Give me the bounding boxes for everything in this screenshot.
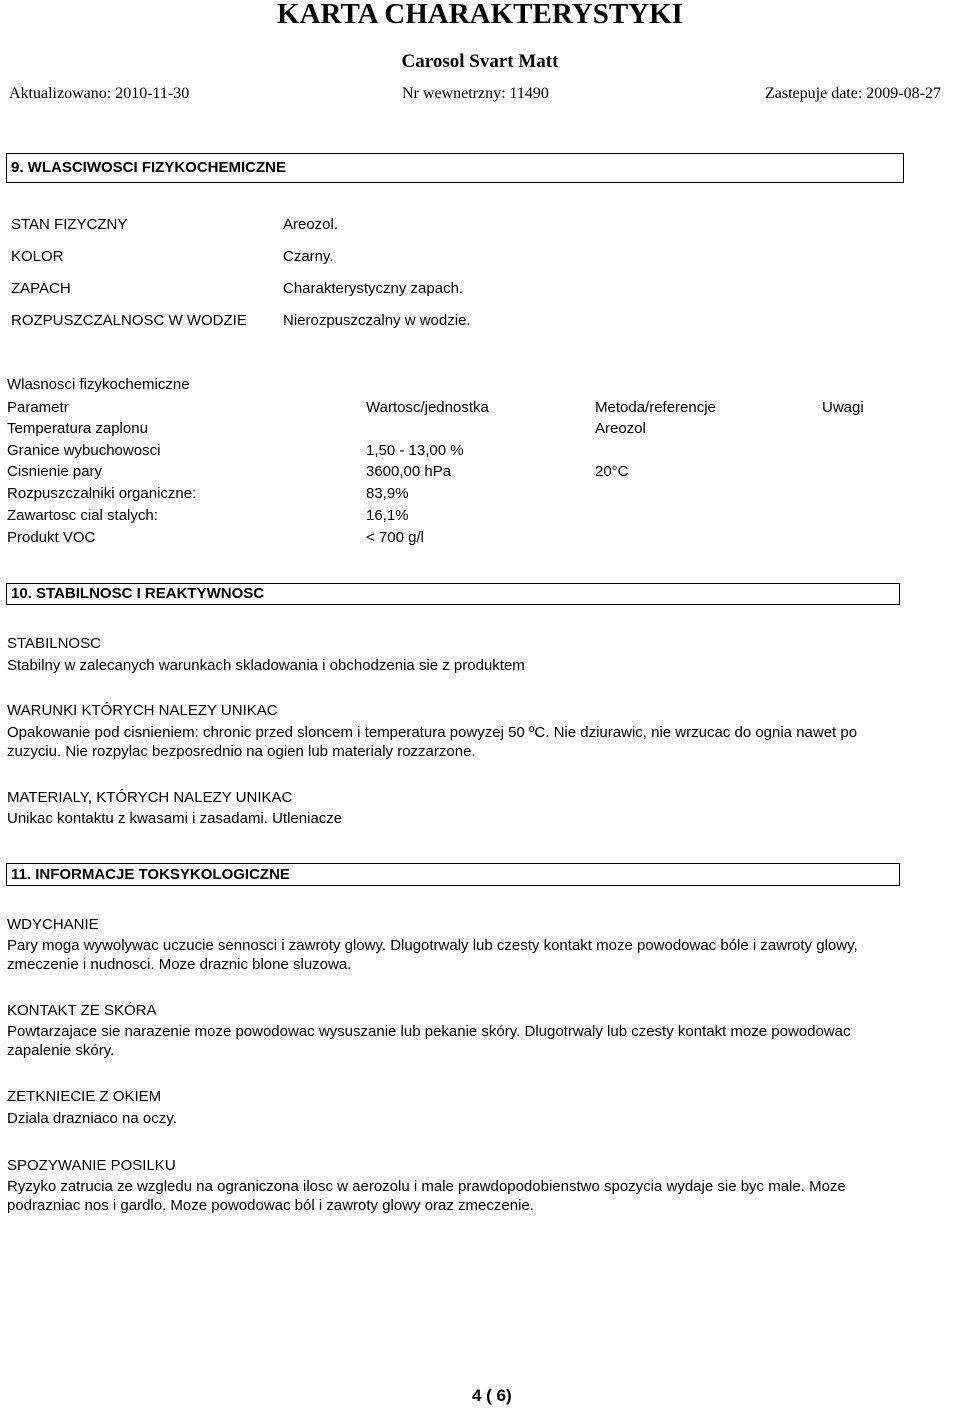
inhalation-label: WDYCHANIE	[7, 916, 99, 933]
document-title: KARTA CHARAKTERYSTYKI	[277, 0, 683, 30]
table-cell-parameter: Temperatura zaplonu	[7, 420, 148, 437]
property-value: Charakterystyczny zapach.	[283, 280, 464, 297]
stability-text: Stabilny w zalecanych warunkach skladowania i obchodzenia sie z produktem	[7, 657, 525, 674]
property-value: Czarny.	[283, 248, 334, 265]
materials-to-avoid-text: Unikac kontaktu z kwasami i zasadami. Utleniacze	[7, 810, 343, 827]
inhalation-text: Pary moga wywolywac uczucie sennosci i zawroty glowy. Dlugotrwaly lub czesty kontakt moze powodowac bóle i zawroty glowy, zmeczenie i nudnosci. Moze draznic blone sluzowa.	[7, 937, 858, 973]
table-cell-value: < 700 g/l	[366, 529, 424, 546]
table-cell-value: 3600,00 hPa	[366, 463, 452, 480]
table-header-method: Metoda/referencje	[595, 399, 716, 416]
table-cell-parameter: Produkt VOC	[7, 529, 96, 546]
section-11-heading: 11. INFORMACJE TOKSYKOLOGICZNE	[6, 863, 900, 886]
conditions-to-avoid-label: WARUNKI KTÓRYCH NALEZY UNIKAC	[7, 702, 278, 719]
table-header-parameter: Parametr	[7, 399, 69, 416]
ingestion-label: SPOZYWANIE POSILKU	[7, 1157, 176, 1174]
skin-contact-label: KONTAKT ZE SKÓRA	[7, 1002, 157, 1019]
ingestion-text: Ryzyko zatrucia ze wzgledu na ograniczona ilosc w aerozolu i male prawdopodobienstwo spozycia wydaje sie byc male. Moze podrazniac nos i gardlo. Moze powodowac ból i zawroty glowy oraz zmeczenie.	[7, 1178, 846, 1214]
table-cell-parameter: Rozpuszczalniki organiczne:	[7, 485, 197, 502]
property-label: STAN FIZYCZNY	[11, 216, 128, 233]
property-label: ROZPUSZCZALNOSC W WODZIE	[11, 312, 247, 329]
table-cell-value: 83,9%	[366, 485, 409, 502]
table-cell-parameter: Granice wybuchowosci	[7, 442, 161, 459]
skin-contact-text: Powtarzajace sie narazenie moze powodowac wysuszanie lub pekanie skóry. Dlugotrwaly lub czesty kontakt moze powodowac zapalenie skóry.	[7, 1023, 851, 1059]
updated-date: Aktualizowano: 2010-11-30	[9, 85, 190, 102]
property-value: Nierozpuszczalny w wodzie.	[283, 312, 471, 329]
properties-table-title: Wlasnosci fizykochemiczne	[7, 376, 190, 393]
conditions-to-avoid-text: Opakowanie pod cisnieniem: chronic przed sloncem i temperatura powyzej 50 ºC. Nie dziurawic, nie wrzucac do ognia nawet po zuzyciu. Nie rozpylac bezposrednio na ogien lub materialy rozzarzone.	[7, 724, 858, 760]
table-header-remarks: Uwagi	[822, 399, 864, 416]
stability-label: STABILNOSC	[7, 635, 101, 652]
table-cell-parameter: Zawartosc cial stalych:	[7, 507, 158, 524]
table-cell-value: 1,50 - 13,00 %	[366, 442, 464, 459]
table-cell-parameter: Cisnienie pary	[7, 463, 103, 480]
table-cell-method: Areozol	[595, 420, 646, 437]
eye-contact-label: ZETKNIECIE Z OKIEM	[7, 1088, 162, 1105]
eye-contact-text: Dziala drazniaco na oczy.	[7, 1110, 177, 1127]
property-value: Areozol.	[283, 216, 339, 233]
table-header-value: Wartosc/jednostka	[366, 399, 489, 416]
table-cell-value: 16,1%	[366, 507, 409, 524]
replaces-date: Zastepuje date: 2009-08-27	[765, 85, 941, 102]
property-label: KOLOR	[11, 248, 64, 265]
table-cell-method: 20°C	[595, 463, 629, 480]
materials-to-avoid-label: MATERIALY, KTÓRYCH NALEZY UNIKAC	[7, 789, 293, 806]
section-9-heading: 9. WLASCIWOSCI FIZYKOCHEMICZNE	[6, 153, 904, 183]
product-name: Carosol Svart Matt	[401, 51, 559, 72]
property-label: ZAPACH	[11, 280, 71, 297]
section-10-heading: 10. STABILNOSC I REAKTYWNOSC	[6, 583, 900, 605]
page-number: 4 ( 6)	[472, 1386, 512, 1405]
internal-number: Nr wewnetrzny: 11490	[402, 85, 549, 102]
